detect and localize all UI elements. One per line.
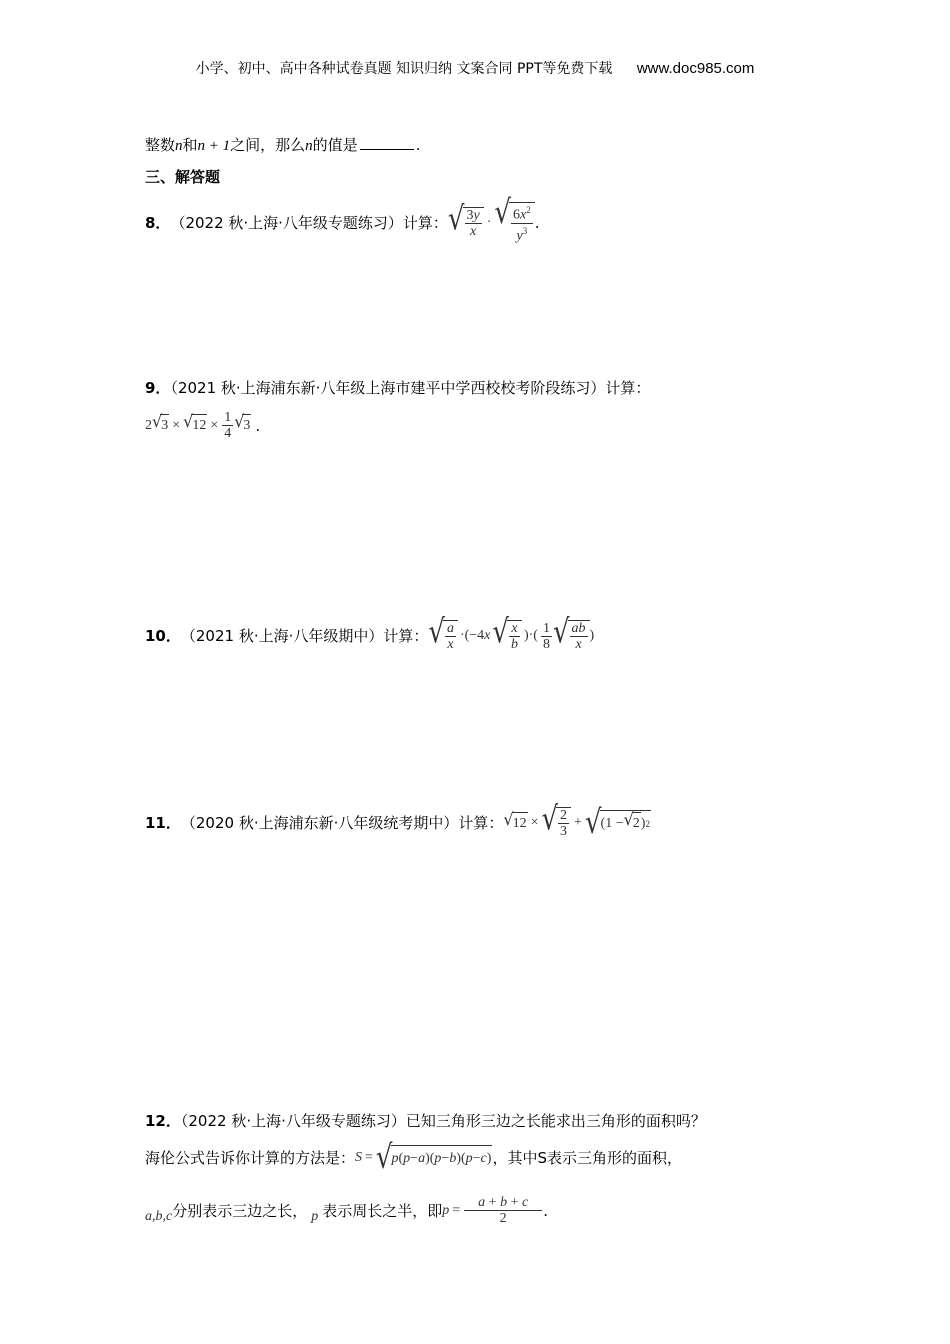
q10-expression: √ $\frac{a}{x}$ ·(−4x √ $\frac{x}{b}$ )·( $\frac{1}{8}$ √ $\frac{ab}{x}$ ) xyxy=(428,613,595,652)
question-10: 10． （2021 秋·上海·八年级期中）计算： √ $\frac{a}{x}$ ·(−4x √ $\frac{x}{b}$ )·( $\frac{1}{8}$ √ $\frac{ab}{x}$ ) xyxy=(145,613,595,652)
answer-blank[interactable] xyxy=(360,135,414,150)
q11-expression: √ 12 × √ $\frac{2}{3}$ + √ (1 − √ 2 ) 2 xyxy=(503,800,650,842)
semi-perimeter-formula: p = $\frac{a + b + c}{2}$ xyxy=(442,1195,543,1226)
header-site-link[interactable]: www.doc985.com xyxy=(636,60,755,77)
heron-formula: S = √ p ( p − a )( p − b )( p − c ) xyxy=(355,1139,492,1177)
question-8: 8． （2022 秋·上海·八年级专题练习）计算： √ $\frac{3y}{x}$ · √ $\frac{6x^2}{y^3}$ . xyxy=(145,194,540,244)
question-12: 12．（2022 秋·上海·八年级专题练习）已知三角形三边之长能求出三角形的面积吗？ xyxy=(145,1112,706,1130)
question-9: 9．（2021 秋·上海浦东新·八年级上海市建平中学西校校考阶段练习）计算： xyxy=(145,379,651,397)
page-header xyxy=(0,58,950,78)
question-11: 11． （2020 秋·上海浦东新·八年级统考期中）计算： √ 12 × √ $\frac{2}{3}$ + √ (1 − √ 2 ) 2 xyxy=(145,800,650,842)
q7-continuation: 整数n和n + 1之间，那么n的值是 . xyxy=(145,136,421,154)
q12-line-3: a,b,c 分别表示三边之长， p 表示周长之半，即 p = $\frac{a + b + c}{2}$ . xyxy=(145,1195,548,1226)
section-title: 三、解答题 xyxy=(145,168,221,186)
q9-expression-line: 2 √ 3 × √ 12 × $\frac{1}{4}$ √ 3 . xyxy=(145,410,261,441)
header-text: 小学、初中、高中各种试卷真题 知识归纳 文案合同 PPT等免费下载 xyxy=(195,61,613,77)
q8-expression: √ $\frac{3y}{x}$ · √ $\frac{6x^2}{y^3}$ xyxy=(448,202,535,243)
q9-expression: 2 √ 3 × √ 12 × $\frac{1}{4}$ √ 3 xyxy=(145,410,251,441)
q12-line-2: 海伦公式告诉你计算的方法是： S = √ p ( p − a )( p − b )( p − c ) ，其中S表示三角形的面积， xyxy=(145,1139,682,1177)
